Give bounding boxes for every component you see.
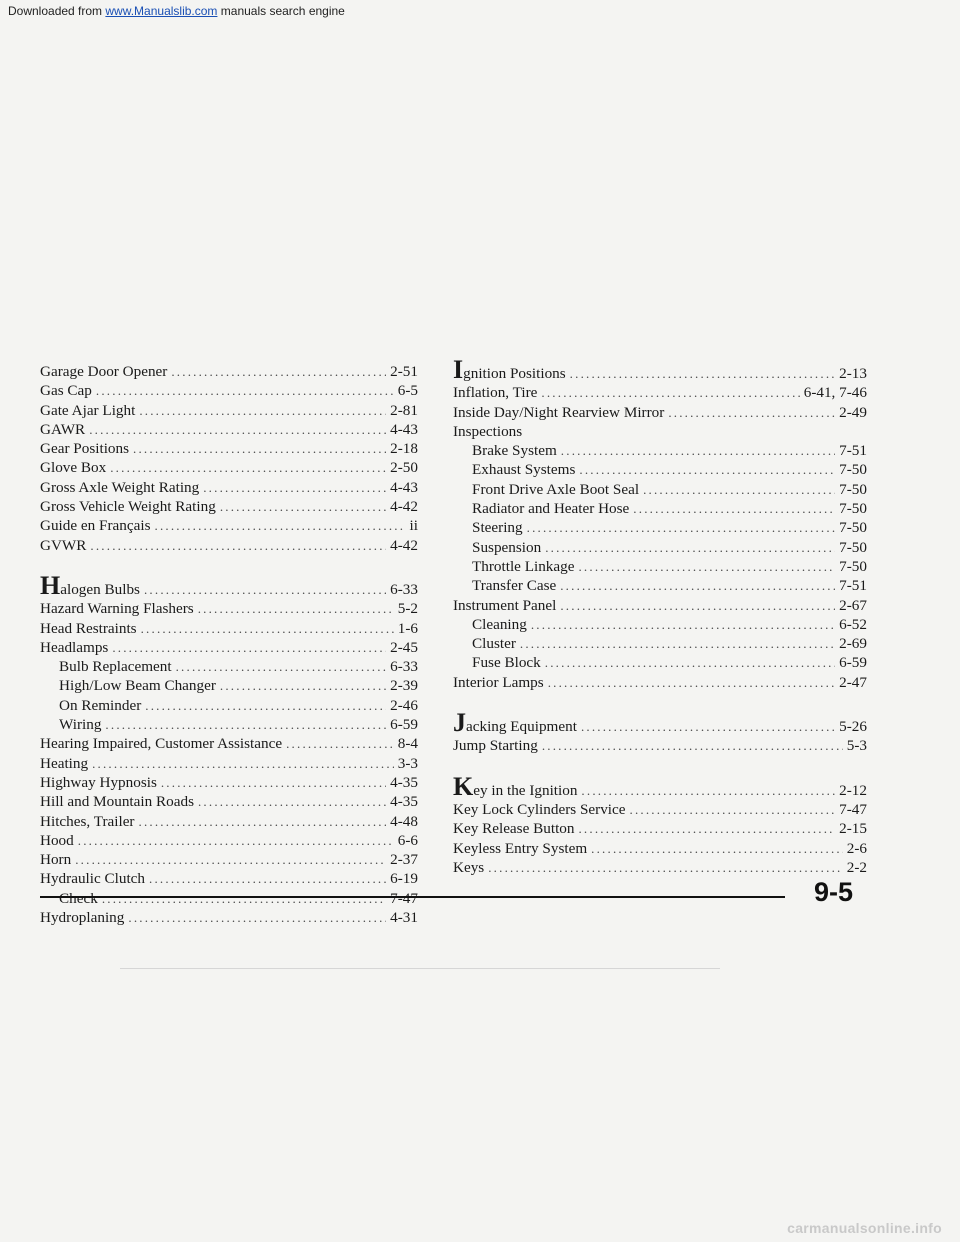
index-term: Hydraulic Clutch [40,870,146,888]
index-subentry [40,676,418,695]
dot-leader [105,715,386,734]
drop-initial: J [453,708,466,738]
index-entry [453,422,867,441]
index-term: Transfer Case [472,577,557,595]
index-term: Gross Vehicle Weight Rating [40,498,216,516]
dot-leader [542,736,843,755]
page-reference: 7-50 [839,480,867,498]
page-reference: 6-41, 7-46 [803,384,867,402]
page-reference: 4-48 [390,812,418,830]
dot-leader [89,420,386,439]
index-entry [40,792,418,811]
dot-leader [144,580,386,599]
index-subentry [453,538,867,557]
page-reference: 2-51 [390,363,418,380]
page-reference: 4-35 [390,793,418,811]
index-term: Inside Day/Night Rearview Mirror [453,403,665,421]
index-subentry [453,441,867,460]
dot-leader [668,403,835,422]
index-term: Hood [40,831,74,849]
index-subentry [453,460,867,479]
index-term: Suspension [472,538,542,556]
index-subentry [453,615,867,634]
index-term: Cluster [472,635,516,653]
dot-leader [141,619,394,638]
page-reference: 4-43 [390,420,418,438]
page-reference: 7-47 [839,800,867,818]
drop-initial: I [453,355,464,384]
dot-leader [520,634,835,653]
index-entry [40,831,418,850]
dot-leader [75,850,386,869]
page-reference: 7-50 [839,538,867,556]
page-reference: 5-3 [846,737,867,755]
drop-initial: H [40,570,61,600]
dot-leader [531,615,835,634]
dot-leader [548,673,835,692]
index-term: Gear Positions [40,440,130,458]
dot-leader [578,819,835,838]
index-term: Exhaust Systems [472,461,576,479]
index-entry [40,869,418,888]
page-reference: 6-6 [397,831,418,849]
index-term: Horn [40,851,72,869]
index-group-h [40,570,418,927]
index-term: Hazard Warning Flashers [40,600,194,618]
footer-rule [40,896,785,898]
index-term: Keys [453,858,485,876]
page-reference: 7-47 [390,889,418,907]
index-entry [40,497,418,516]
dot-leader [133,439,386,458]
page-reference: ii [409,517,418,535]
index-term: Hydroplaning [40,909,125,927]
index-entry [453,708,867,738]
dot-leader [581,717,835,736]
page-reference: 2-15 [839,820,867,838]
index-entry [453,383,867,402]
index-group-k [453,771,867,877]
index-entry [453,858,867,877]
index-entry [40,536,418,555]
term-rest: acking Equipment [466,718,577,736]
dot-leader [78,831,394,850]
index-entry [453,800,867,819]
index-entry [453,839,867,858]
index-entry [453,355,867,384]
term-rest: gnition Positions [463,365,566,382]
index-entry [40,812,418,831]
dot-leader [139,401,386,420]
index-subentry [453,653,867,672]
dot-leader [102,889,386,908]
page-reference: 3-3 [397,754,418,772]
dot-leader [112,638,386,657]
dot-leader [545,538,835,557]
index-entry [453,819,867,838]
index-term: Hearing Impaired, Customer Assistance [40,735,283,753]
index-term: High/Low Beam Changer [59,677,216,695]
index-term: Highway Hypnosis [40,773,157,791]
faint-divider [120,968,720,969]
index-term: Brake System [472,442,557,460]
page-number: 9-5 [814,877,854,907]
index-term: Garage Door Opener [40,363,168,380]
index-group-g [40,362,418,555]
index-term: Gas Cap [40,382,92,400]
dot-leader [145,696,386,715]
page-reference: 2-69 [839,635,867,653]
index-entry [40,734,418,753]
page-reference: 7-50 [839,519,867,537]
index-term [453,708,577,738]
dot-leader [581,781,835,800]
index-term: GVWR [40,536,87,554]
index-group-j [453,708,867,756]
page-reference: 2-39 [390,677,418,695]
dot-leader [139,812,387,831]
index-entry [453,596,867,615]
dot-leader [155,516,406,535]
index-entry [40,439,418,458]
index-term: Hill and Mountain Roads [40,793,194,811]
index-term: Steering [472,519,523,537]
page-reference: 6-59 [839,654,867,672]
index-group-i [453,355,867,692]
index-entry [40,599,418,618]
index-term: Inspections [453,422,523,440]
page-reference: 7-50 [839,461,867,479]
dot-leader [110,458,386,477]
dot-leader [203,478,386,497]
page-reference: 2-50 [390,459,418,477]
index-entry [40,381,418,400]
index-term [40,570,140,600]
dot-leader [578,557,835,576]
page-reference: 7-51 [839,442,867,460]
download-banner [8,4,345,18]
dot-leader [560,596,835,615]
index-term: Fuse Block [472,654,541,672]
page-reference: 2-45 [390,638,418,656]
index-entry [40,516,418,535]
index-entry [40,420,418,439]
page-reference: 2-67 [839,596,867,614]
index-term: Gross Axle Weight Rating [40,478,200,496]
index-entry [40,638,418,657]
index-column-left [40,362,418,950]
index-subentry [40,696,418,715]
page-reference: 7-50 [839,557,867,575]
index-subentry [40,715,418,734]
manualslib-link[interactable]: www.Manualslib.com [105,4,218,18]
index-term: Throttle Linkage [472,557,575,575]
index-entry [453,736,867,755]
index-subentry [40,889,418,908]
index-term [453,355,566,384]
page-reference: 6-19 [390,870,418,888]
dot-leader [161,773,386,792]
dot-leader [149,869,386,888]
index-term: Gate Ajar Light [40,401,136,419]
page-reference: 2-49 [839,403,867,421]
dot-leader [643,480,835,499]
page-reference: 5-26 [839,718,867,736]
page-reference: 4-42 [390,498,418,516]
index-entry [453,673,867,692]
dot-leader [198,599,394,618]
page-reference: 2-46 [390,696,418,714]
index-term: Cleaning [472,615,527,633]
dot-leader [561,441,835,460]
index-term: Key Release Button [453,820,575,838]
dot-leader [633,499,835,518]
banner-suffix: manuals search engine [217,4,345,18]
dot-leader [630,800,836,819]
index-term: Inflation, Tire [453,384,538,402]
index-entry [453,403,867,422]
page-reference: 7-50 [839,500,867,518]
page-reference: 2-18 [390,440,418,458]
index-subentry [453,634,867,653]
index-term: Glove Box [40,459,107,477]
index-entry [40,754,418,773]
index-entry [453,771,867,801]
page-reference: 6-33 [390,658,418,676]
page-reference: 2-81 [390,401,418,419]
page-reference: 4-35 [390,773,418,791]
dot-leader [579,460,835,479]
dot-leader [92,754,394,773]
term-rest: ey in the Ignition [473,781,578,799]
dot-leader [591,839,843,858]
index-term: Wiring [59,716,102,734]
index-term [453,771,578,801]
page-reference: 4-43 [390,478,418,496]
page-reference: 7-51 [839,577,867,595]
page-reference: 5-2 [397,600,418,618]
index-term: Guide en Français [40,517,151,535]
dot-leader [90,536,386,555]
page-reference: 2-12 [839,781,867,799]
index-term: GAWR [40,420,86,438]
drop-initial: K [453,771,474,801]
page-reference: 2-6 [846,839,867,857]
dot-leader [220,676,386,695]
dot-leader [171,362,386,381]
banner-prefix: Downloaded from [8,4,106,18]
page-reference: 6-5 [397,382,418,400]
index-column-right [453,355,867,900]
index-term: Headlamps [40,638,109,656]
dot-leader [286,734,394,753]
index-term: Radiator and Heater Hose [472,500,630,518]
index-entry [40,908,418,927]
index-subentry [453,557,867,576]
page-reference: 4-31 [390,909,418,927]
index-subentry [453,480,867,499]
page-reference: 2-2 [846,858,867,876]
dot-leader [198,792,386,811]
index-term: Head Restraints [40,619,137,637]
dot-leader [541,383,799,402]
index-entry [40,401,418,420]
index-entry [40,458,418,477]
index-subentry [453,576,867,595]
index-term: Check [59,889,98,907]
index-term: Key Lock Cylinders Service [453,800,626,818]
dot-leader [220,497,386,516]
index-entry [40,362,418,381]
dot-leader [128,908,386,927]
page-reference: 6-33 [390,580,418,598]
index-term: On Reminder [59,696,142,714]
index-subentry [40,657,418,676]
index-term: Front Drive Axle Boot Seal [472,480,640,498]
index-term: Heating [40,754,89,772]
index-term: Bulb Replacement [59,658,172,676]
index-entry [40,773,418,792]
dot-leader [176,657,387,676]
term-rest: alogen Bulbs [60,580,140,598]
page-reference: 2-13 [839,365,867,382]
page-reference: 2-37 [390,851,418,869]
index-term: Interior Lamps [453,673,544,691]
dot-leader [545,653,835,672]
page-reference: 1-6 [397,619,418,637]
dot-leader [570,364,835,383]
page-reference: 2-47 [839,673,867,691]
index-subentry [453,518,867,537]
page-reference: 4-42 [390,536,418,554]
page-reference: 8-4 [397,735,418,753]
index-entry [40,478,418,497]
page-reference: 6-59 [390,716,418,734]
index-subentry [453,499,867,518]
dot-leader [488,858,843,877]
index-entry [40,570,418,600]
site-watermark: carmanualsonline.info [787,1220,942,1236]
index-term: Instrument Panel [453,596,557,614]
index-term: Jump Starting [453,737,538,755]
index-entry [40,850,418,869]
dot-leader [96,381,394,400]
dot-leader [527,518,836,537]
page-reference: 6-52 [839,615,867,633]
index-term: Keyless Entry System [453,839,588,857]
dot-leader [560,576,835,595]
index-term: Hitches, Trailer [40,812,135,830]
index-entry [40,619,418,638]
